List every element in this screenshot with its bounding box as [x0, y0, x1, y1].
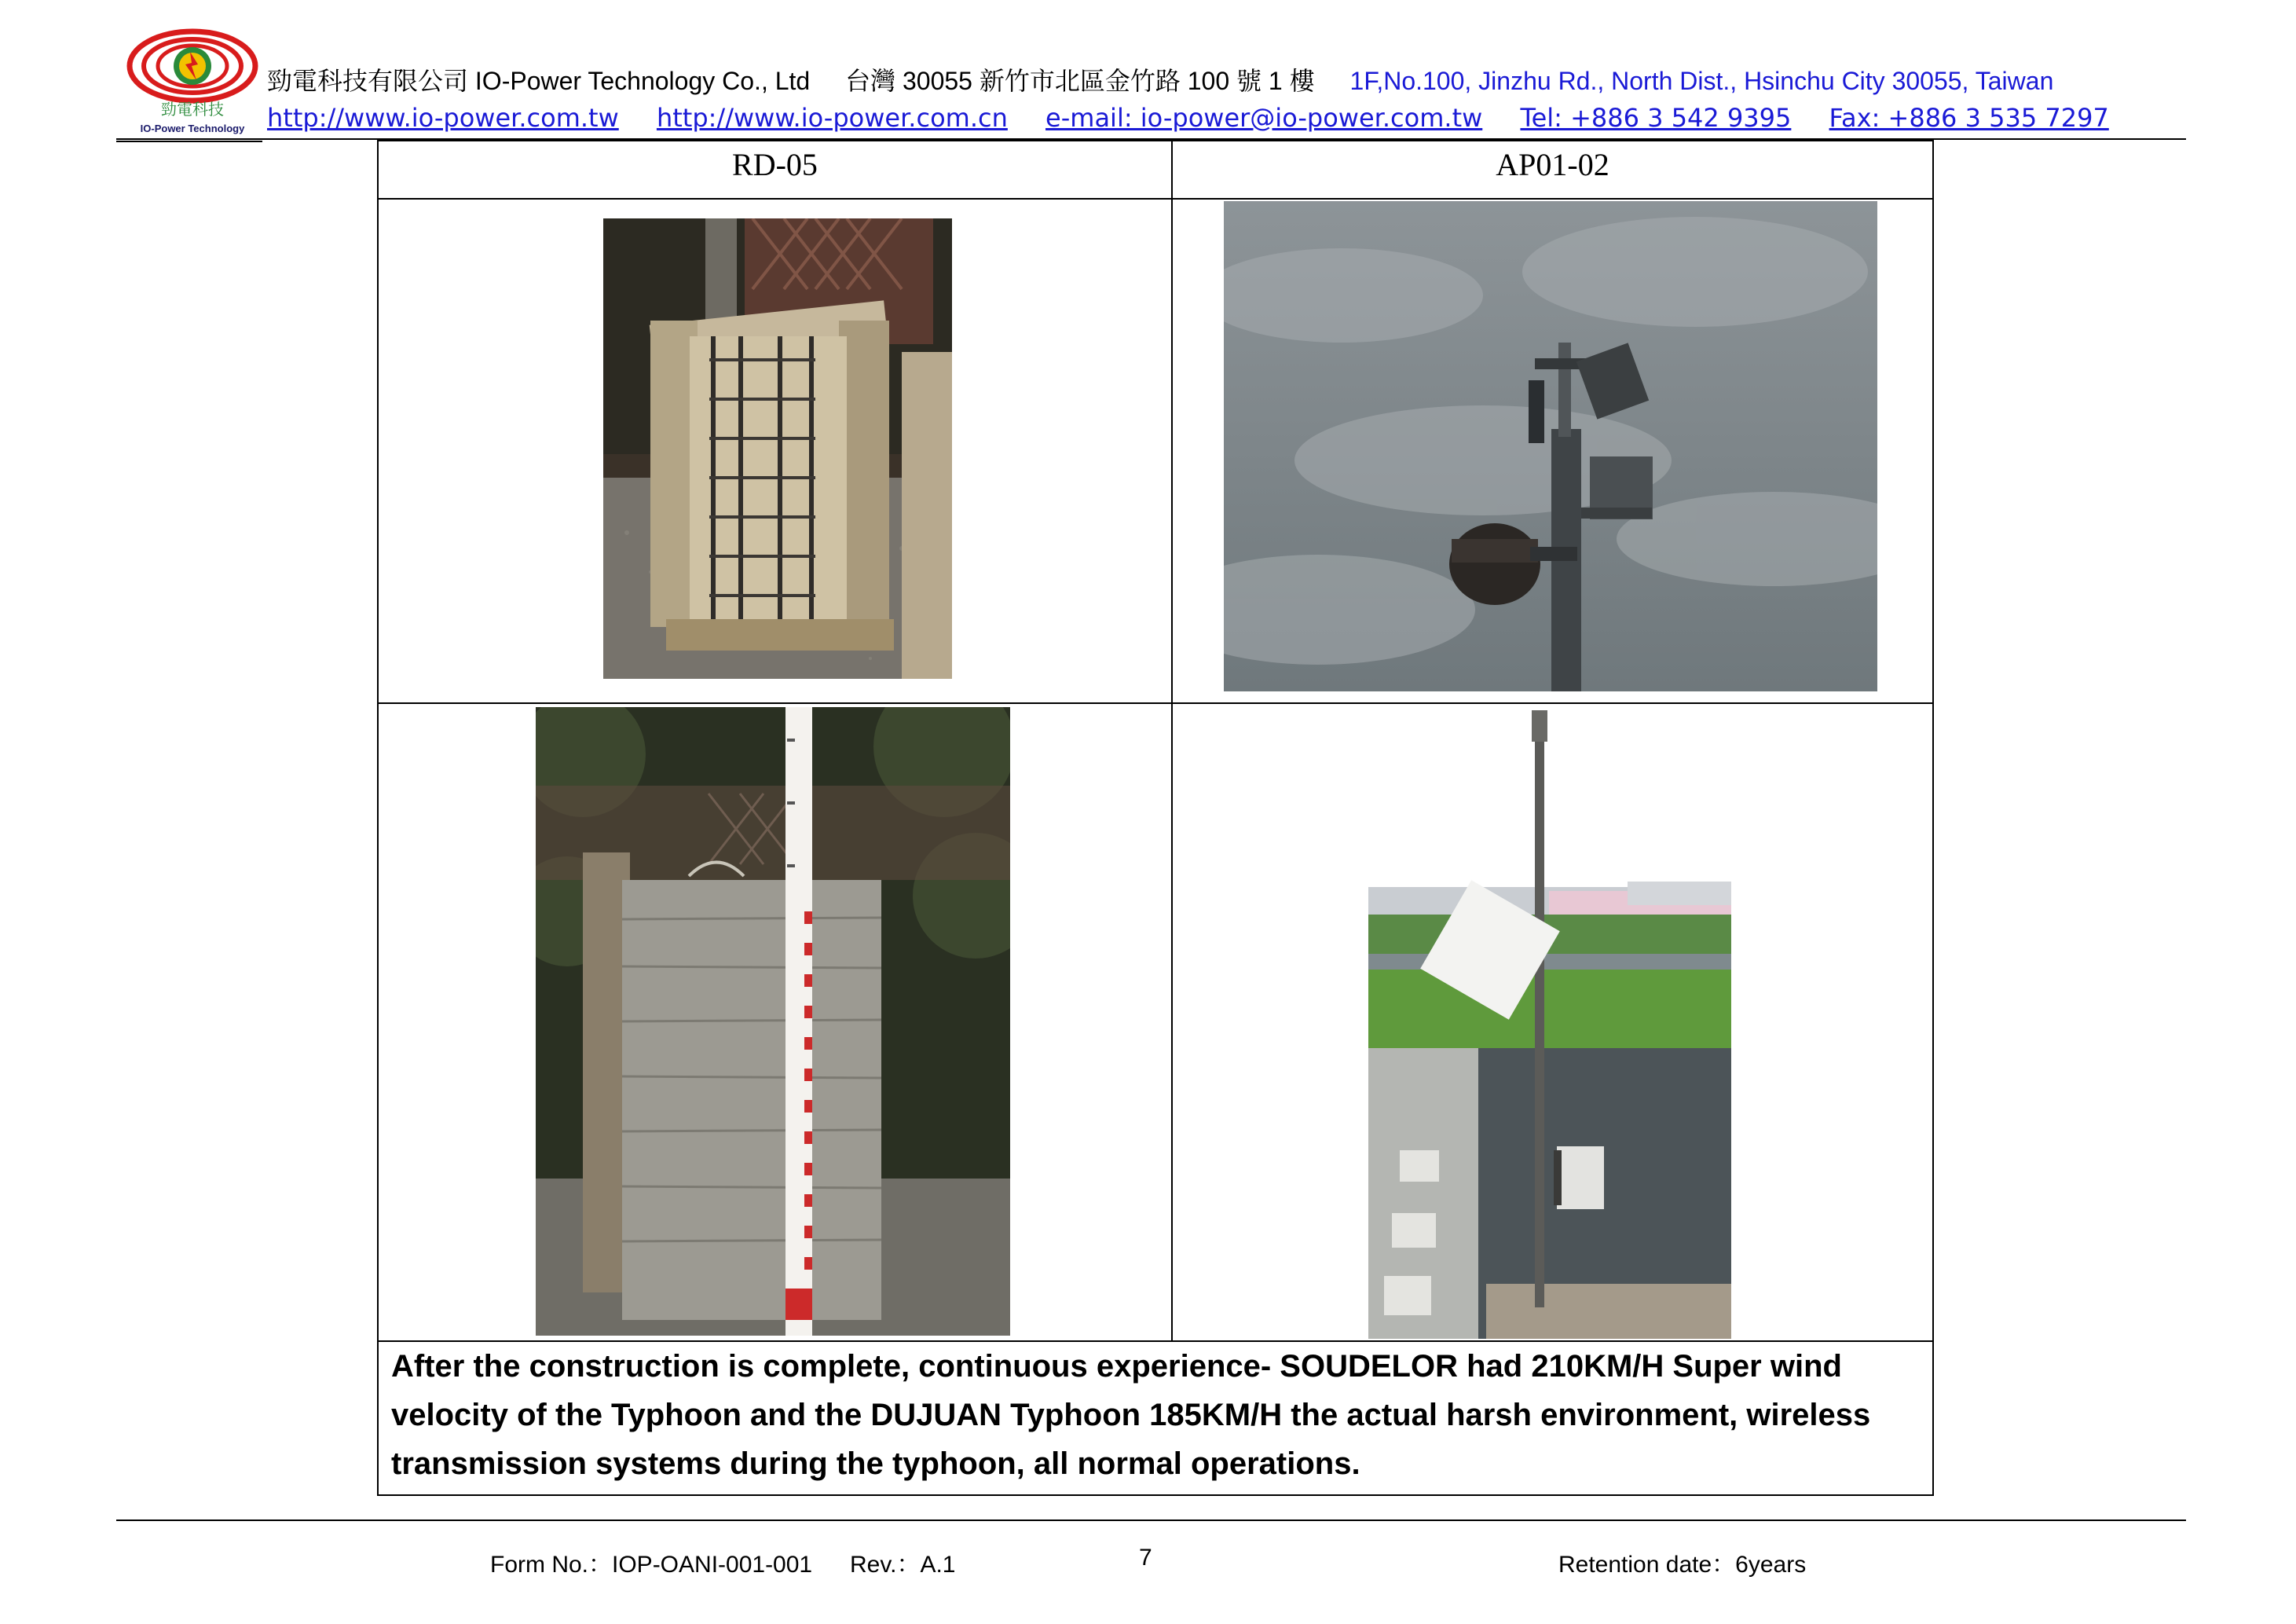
- logo-text-en: IO-Power Technology: [140, 123, 245, 134]
- table-column-divider: [1171, 140, 1173, 1340]
- table-header-rule: [377, 198, 1934, 200]
- header-line-1: [267, 61, 2053, 97]
- footer-form-no: Form No.：IOP-OANI-001-001: [490, 1552, 813, 1578]
- header-line-2: [267, 103, 2139, 133]
- photo-antenna-pole-camera: [1224, 201, 1877, 691]
- photo-concrete-column-measuring-rod: [536, 707, 1010, 1336]
- column-header-ap0102: AP01-02: [1496, 147, 1609, 182]
- footer-rule: [116, 1520, 2186, 1521]
- column-header-rd05: RD-05: [732, 147, 818, 182]
- photo-rooftop-panel-antenna: [1368, 710, 1731, 1339]
- email-link[interactable]: e-mail: io-power@io-power.com.tw: [1045, 103, 1483, 133]
- company-name-cn: 勁電科技有限公司: [267, 67, 469, 95]
- website-tw-link[interactable]: http://www.io-power.com.tw: [267, 103, 619, 133]
- photo-rebar-formwork: [603, 218, 952, 679]
- caption-text: After the construction is complete, continuous experience- SOUDELOR had 210KM/H Super wind velocity of the Typhoon and the DUJUAN Typhoon 185KM/H the actual harsh environment, wireless transmission systems during the typhoon, all normal operations.: [391, 1349, 1871, 1481]
- page-number: 7: [1139, 1545, 1152, 1571]
- table-row-rule: [377, 702, 1934, 704]
- website-cn-link[interactable]: http://www.io-power.com.cn: [656, 103, 1008, 133]
- logo-text-cn: 勁電科技: [161, 100, 224, 119]
- footer-retention: Retention date：6years: [1558, 1552, 1807, 1578]
- address-en: 1F,No.100, Jinzhu Rd., North Dist., Hsinchu City 30055, Taiwan: [1349, 67, 2054, 95]
- footer-revision: Rev.：A.1: [850, 1552, 956, 1578]
- company-name-en: IO-Power Technology Co., Ltd: [474, 67, 811, 95]
- header-rule-accent: [116, 141, 262, 142]
- tel-link[interactable]: Tel: +886 3 542 9395: [1520, 103, 1792, 133]
- company-logo: [126, 27, 259, 137]
- fax-link[interactable]: Fax: +886 3 535 7297: [1829, 103, 2109, 133]
- address-cn: 台灣 30055 新竹市北區金竹路 100 號 1 樓: [845, 67, 1315, 95]
